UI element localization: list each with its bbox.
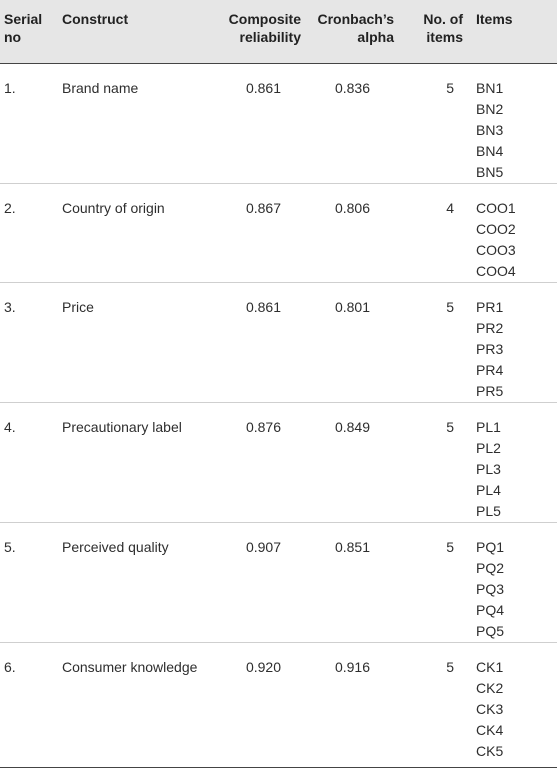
item-code: PL3 (476, 460, 501, 477)
table-row (0, 282, 557, 402)
cell-items (466, 642, 557, 767)
cell-construct: Country of origin (58, 183, 216, 282)
cell-composite-reliability: 0.867 (216, 183, 303, 282)
cell-construct: Price (58, 282, 216, 402)
cell-construct: Perceived quality (58, 522, 216, 642)
item-code: COO3 (476, 241, 516, 258)
cell-number-of-items: 5 (396, 642, 466, 767)
item-code: CK5 (476, 742, 504, 759)
cell-cronbach-alpha: 0.916 (303, 642, 396, 767)
header-cronbach-line1: Cronbach’s (317, 11, 394, 27)
cell-number-of-items: 5 (396, 522, 466, 642)
cell-construct: Brand name (62, 79, 139, 96)
cell-number-of-items: 4 (396, 183, 466, 282)
cell-number-of-items: 5 (396, 282, 466, 402)
table-row (0, 402, 557, 522)
item-code: PR5 (476, 382, 504, 399)
item-code: BN1 (476, 79, 504, 96)
item-code: COO4 (476, 262, 516, 279)
cell-items (466, 282, 557, 402)
item-code: PR3 (476, 340, 504, 357)
cell-composite-reliability: 0.907 (216, 522, 303, 642)
item-code: BN5 (476, 163, 504, 180)
table-row (0, 183, 557, 282)
header-row (0, 0, 557, 63)
item-code: COO2 (476, 220, 516, 237)
item-code: PQ5 (476, 622, 505, 639)
cell-items (466, 63, 557, 183)
cell-composite-reliability: 0.861 (216, 282, 303, 402)
item-code: CK1 (476, 658, 504, 675)
header-number-of-items (396, 0, 466, 63)
item-code: PL5 (476, 502, 501, 519)
cell-cronbach-alpha: 0.836 (334, 79, 370, 96)
cell-cronbach-alpha: 0.806 (303, 183, 396, 282)
cell-serial: 6. (0, 642, 58, 767)
item-code: PQ2 (476, 559, 505, 576)
cell-cronbach-alpha: 0.849 (303, 402, 396, 522)
table-header (0, 0, 557, 63)
item-code: PL2 (476, 439, 501, 456)
table-row (0, 522, 557, 642)
cell-composite-reliability: 0.861 (245, 79, 281, 96)
cell-serial: 4. (0, 402, 58, 522)
item-code: PR4 (476, 361, 504, 378)
header-composite-reliability (216, 0, 303, 63)
cell-serial: 3. (0, 282, 58, 402)
item-code: CK2 (476, 679, 504, 696)
item-code: BN2 (476, 100, 504, 117)
header-composite-line2: reliability (239, 29, 301, 45)
item-code: BN4 (476, 142, 504, 159)
item-code: BN3 (476, 121, 504, 138)
item-code: PQ3 (476, 580, 505, 597)
header-serial-line1: Serial (4, 11, 43, 27)
item-code: CK4 (476, 721, 504, 738)
table-body (0, 63, 557, 767)
cell-composite-reliability: 0.876 (216, 402, 303, 522)
header-items-label: Items (476, 11, 513, 27)
cell-items (466, 183, 557, 282)
header-items-count-line2: items (426, 29, 463, 45)
cell-items (466, 402, 557, 522)
item-code: CK3 (476, 700, 504, 717)
cell-composite-reliability: 0.920 (216, 642, 303, 767)
cell-construct: Consumer knowledge (58, 642, 216, 767)
cell-number-of-items: 5 (446, 79, 454, 96)
cell-cronbach-alpha: 0.851 (303, 522, 396, 642)
table-row (0, 642, 557, 767)
item-code: PQ4 (476, 601, 505, 618)
cell-items (466, 522, 557, 642)
table-row (0, 63, 557, 183)
cell-serial: 2. (0, 183, 58, 282)
header-serial-no (0, 0, 58, 63)
item-code: PL4 (476, 481, 501, 498)
cell-number-of-items: 5 (396, 402, 466, 522)
header-serial-line2: no (4, 29, 22, 45)
header-items (466, 0, 557, 63)
header-cronbach-line2: alpha (357, 29, 394, 45)
header-items-count-line1: No. of (423, 11, 463, 27)
header-construct-label: Construct (62, 11, 129, 27)
cell-serial: 5. (0, 522, 58, 642)
cell-serial: 1. (4, 79, 16, 96)
cell-cronbach-alpha: 0.801 (303, 282, 396, 402)
header-construct (58, 0, 216, 63)
item-code: PR2 (476, 319, 504, 336)
item-code: PL1 (476, 418, 501, 435)
header-composite-line1: Composite (228, 11, 301, 27)
cell-construct: Precautionary label (58, 402, 216, 522)
item-code: PR1 (476, 298, 504, 315)
header-cronbach-alpha (303, 0, 396, 63)
item-code: COO1 (476, 199, 516, 216)
item-code: PQ1 (476, 538, 505, 555)
